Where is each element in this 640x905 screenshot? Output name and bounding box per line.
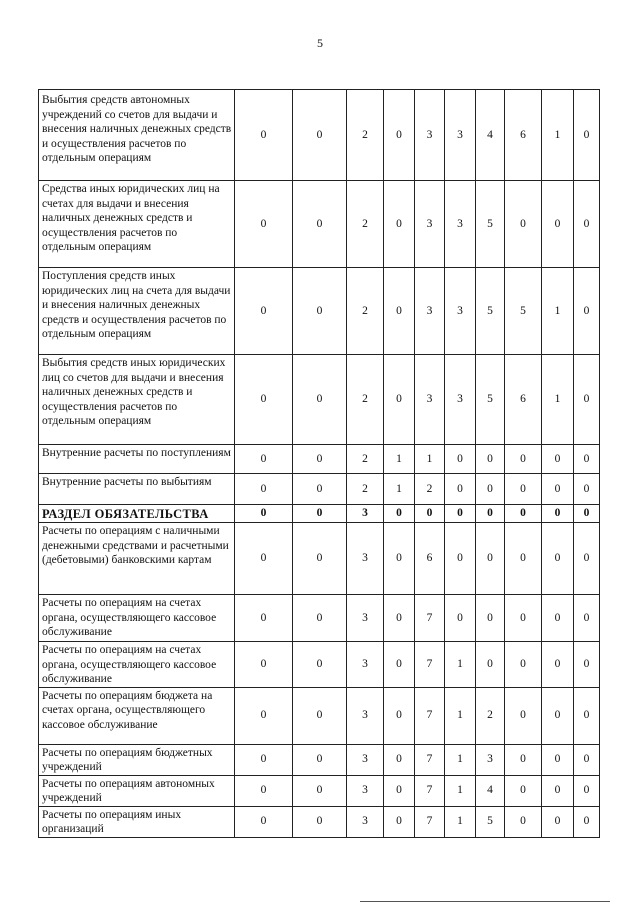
code-digit-cell: 0	[384, 775, 415, 806]
code-digit-cell: 0	[574, 806, 600, 837]
code-digit-cell: 3	[415, 181, 445, 268]
code-digit-cell: 1	[542, 355, 574, 445]
code-digit-cell: 0	[505, 744, 542, 775]
code-digit-cell: 2	[347, 181, 384, 268]
code-digit-cell: 5	[476, 181, 505, 268]
account-name-cell: Поступления средств иных юридических лиц на счета для выдачи и внесения наличных денежных средств и осуществления расчетов по отдельным операциям	[39, 268, 235, 355]
table-body	[39, 90, 600, 838]
account-name-cell: Средства иных юридических лиц на счетах для выдачи и внесения наличных денежных средств и осуществления расчетов по отдельным операциям	[39, 181, 235, 268]
code-digit-cell: 0	[293, 90, 347, 181]
code-digit-cell: 1	[445, 687, 476, 744]
account-name-cell: Внутренние расчеты по поступлениям	[39, 445, 235, 474]
code-digit-cell: 5	[476, 268, 505, 355]
code-digit-cell: 0	[384, 523, 415, 595]
code-digit-cell: 7	[415, 806, 445, 837]
code-digit-cell: 0	[235, 595, 293, 642]
code-digit-cell: 0	[505, 474, 542, 505]
code-digit-cell: 0	[293, 687, 347, 744]
code-digit-cell: 0	[574, 687, 600, 744]
code-digit-cell: 0	[445, 445, 476, 474]
code-digit-cell: 0	[384, 687, 415, 744]
code-digit-cell: 0	[542, 642, 574, 688]
page-number: 5	[317, 36, 323, 50]
code-digit-cell: 1	[415, 445, 445, 474]
code-digit-cell: 1	[384, 445, 415, 474]
code-digit-cell: 0	[235, 268, 293, 355]
code-digit-cell: 3	[445, 355, 476, 445]
code-digit-cell: 2	[347, 445, 384, 474]
code-digit-cell: 0	[574, 268, 600, 355]
code-digit-cell: 0	[505, 523, 542, 595]
table-row	[39, 744, 600, 775]
code-digit-cell: 0	[574, 595, 600, 642]
code-digit-cell: 0	[574, 355, 600, 445]
code-digit-cell: 0	[235, 642, 293, 688]
code-digit-cell: 0	[384, 744, 415, 775]
code-digit-cell: 3	[347, 687, 384, 744]
table-row	[39, 642, 600, 688]
code-digit-cell: 0	[384, 90, 415, 181]
code-digit-cell: 0	[384, 806, 415, 837]
code-digit-cell: 6	[415, 523, 445, 595]
code-digit-cell: 1	[542, 90, 574, 181]
table-row	[39, 806, 600, 837]
code-digit-cell: 7	[415, 775, 445, 806]
code-digit-cell: 0	[235, 505, 293, 523]
code-digit-cell: 0	[542, 595, 574, 642]
account-name-cell: Выбытия средств иных юридических лиц со счетов для выдачи и внесения наличных денежных средств и осуществления расчетов по отдельным операциям	[39, 355, 235, 445]
code-digit-cell: 0	[384, 355, 415, 445]
account-code-table	[38, 89, 600, 838]
section-header-row	[39, 505, 600, 523]
code-digit-cell: 3	[347, 806, 384, 837]
code-digit-cell: 0	[505, 687, 542, 744]
code-digit-cell: 0	[505, 775, 542, 806]
code-digit-cell: 0	[476, 523, 505, 595]
code-digit-cell: 0	[384, 181, 415, 268]
code-digit-cell: 0	[293, 744, 347, 775]
code-digit-cell: 4	[476, 90, 505, 181]
code-digit-cell: 7	[415, 642, 445, 688]
code-digit-cell: 0	[384, 642, 415, 688]
code-digit-cell: 2	[415, 474, 445, 505]
code-digit-cell: 0	[293, 523, 347, 595]
account-name-cell: Внутренние расчеты по выбытиям	[39, 474, 235, 505]
code-digit-cell: 0	[574, 505, 600, 523]
code-digit-cell: 0	[235, 181, 293, 268]
table-row	[39, 355, 600, 445]
code-digit-cell: 0	[384, 505, 415, 523]
code-digit-cell: 0	[542, 181, 574, 268]
account-name-cell: Расчеты по операциям бюджетных учреждений	[39, 744, 235, 775]
code-digit-cell: 0	[542, 687, 574, 744]
account-name-cell: РАЗДЕЛ ОБЯЗАТЕЛЬСТВА	[39, 505, 235, 523]
table-row	[39, 268, 600, 355]
code-digit-cell: 3	[415, 268, 445, 355]
code-digit-cell: 0	[542, 775, 574, 806]
code-digit-cell: 0	[235, 474, 293, 505]
code-digit-cell: 0	[574, 474, 600, 505]
table-row	[39, 595, 600, 642]
code-digit-cell: 0	[542, 474, 574, 505]
account-name-cell: Расчеты по операциям с наличными денежными средствами и расчетными (дебетовыми) банковскими картам	[39, 523, 235, 595]
code-digit-cell: 0	[505, 505, 542, 523]
code-digit-cell: 0	[574, 523, 600, 595]
code-digit-cell: 2	[347, 474, 384, 505]
code-digit-cell: 0	[235, 775, 293, 806]
code-digit-cell: 3	[347, 505, 384, 523]
code-digit-cell: 0	[293, 355, 347, 445]
code-digit-cell: 2	[347, 268, 384, 355]
code-digit-cell: 0	[505, 445, 542, 474]
code-digit-cell: 6	[505, 355, 542, 445]
code-digit-cell: 0	[542, 445, 574, 474]
code-digit-cell: 0	[476, 445, 505, 474]
table-row	[39, 687, 600, 744]
code-digit-cell: 0	[542, 744, 574, 775]
code-digit-cell: 3	[347, 775, 384, 806]
table-row	[39, 775, 600, 806]
page-bottom-rule	[360, 901, 610, 902]
code-digit-cell: 1	[445, 775, 476, 806]
code-digit-cell: 0	[384, 595, 415, 642]
code-digit-cell: 0	[505, 806, 542, 837]
code-digit-cell: 0	[505, 595, 542, 642]
code-digit-cell: 2	[347, 355, 384, 445]
code-digit-cell: 2	[476, 687, 505, 744]
table-row	[39, 474, 600, 505]
code-digit-cell: 1	[445, 806, 476, 837]
code-digit-cell: 0	[574, 181, 600, 268]
code-digit-cell: 0	[476, 474, 505, 505]
code-digit-cell: 0	[235, 445, 293, 474]
code-digit-cell: 0	[293, 445, 347, 474]
code-digit-cell: 4	[476, 775, 505, 806]
table-row	[39, 90, 600, 181]
code-digit-cell: 0	[574, 744, 600, 775]
code-digit-cell: 0	[445, 474, 476, 505]
account-name-cell: Расчеты по операциям бюджета на счетах органа, осуществляющего кассовое обслуживание	[39, 687, 235, 744]
code-digit-cell: 0	[445, 505, 476, 523]
code-digit-cell: 1	[384, 474, 415, 505]
code-digit-cell: 3	[415, 90, 445, 181]
table-row	[39, 445, 600, 474]
code-digit-cell: 0	[384, 268, 415, 355]
code-digit-cell: 6	[505, 90, 542, 181]
code-digit-cell: 3	[347, 595, 384, 642]
code-digit-cell: 0	[574, 775, 600, 806]
code-digit-cell: 0	[293, 474, 347, 505]
code-digit-cell: 0	[574, 445, 600, 474]
code-digit-cell: 1	[445, 744, 476, 775]
code-digit-cell: 0	[293, 775, 347, 806]
code-digit-cell: 0	[293, 806, 347, 837]
code-digit-cell: 0	[505, 642, 542, 688]
code-digit-cell: 7	[415, 744, 445, 775]
code-digit-cell: 5	[505, 268, 542, 355]
code-digit-cell: 3	[347, 642, 384, 688]
table-row	[39, 181, 600, 268]
code-digit-cell: 7	[415, 595, 445, 642]
code-digit-cell: 0	[476, 595, 505, 642]
code-digit-cell: 0	[293, 642, 347, 688]
code-digit-cell: 0	[445, 595, 476, 642]
code-digit-cell: 3	[445, 268, 476, 355]
code-digit-cell: 0	[415, 505, 445, 523]
code-digit-cell: 0	[476, 505, 505, 523]
code-digit-cell: 2	[347, 90, 384, 181]
code-digit-cell: 0	[542, 505, 574, 523]
code-digit-cell: 0	[542, 806, 574, 837]
code-digit-cell: 3	[415, 355, 445, 445]
code-digit-cell: 1	[445, 642, 476, 688]
code-digit-cell: 0	[235, 355, 293, 445]
account-name-cell: Выбытия средств автономных учреждений со счетов для выдачи и внесения наличных денежных средств и осуществления расчетов по отдельным операциям	[39, 90, 235, 181]
code-digit-cell: 0	[476, 642, 505, 688]
code-digit-cell: 0	[505, 181, 542, 268]
account-name-cell: Расчеты по операциям автономных учреждений	[39, 775, 235, 806]
code-digit-cell: 0	[293, 268, 347, 355]
code-digit-cell: 3	[476, 744, 505, 775]
code-digit-cell: 0	[235, 744, 293, 775]
code-digit-cell: 5	[476, 806, 505, 837]
code-digit-cell: 0	[542, 523, 574, 595]
code-digit-cell: 0	[293, 595, 347, 642]
code-digit-cell: 0	[235, 523, 293, 595]
code-digit-cell: 7	[415, 687, 445, 744]
table-row	[39, 523, 600, 595]
code-digit-cell: 0	[445, 523, 476, 595]
code-digit-cell: 1	[542, 268, 574, 355]
code-digit-cell: 0	[293, 505, 347, 523]
account-name-cell: Расчеты по операциям на счетах органа, осуществляющего кассовое обслуживание	[39, 595, 235, 642]
code-digit-cell: 0	[235, 90, 293, 181]
code-digit-cell: 5	[476, 355, 505, 445]
code-digit-cell: 3	[347, 744, 384, 775]
code-digit-cell: 0	[574, 642, 600, 688]
account-name-cell: Расчеты по операциям на счетах органа, осуществляющего кассовое обслуживание	[39, 642, 235, 688]
code-digit-cell: 0	[235, 806, 293, 837]
code-digit-cell: 3	[445, 181, 476, 268]
code-digit-cell: 3	[445, 90, 476, 181]
code-digit-cell: 3	[347, 523, 384, 595]
account-name-cell: Расчеты по операциям иных организаций	[39, 806, 235, 837]
code-digit-cell: 0	[293, 181, 347, 268]
code-digit-cell: 0	[235, 687, 293, 744]
code-digit-cell: 0	[574, 90, 600, 181]
